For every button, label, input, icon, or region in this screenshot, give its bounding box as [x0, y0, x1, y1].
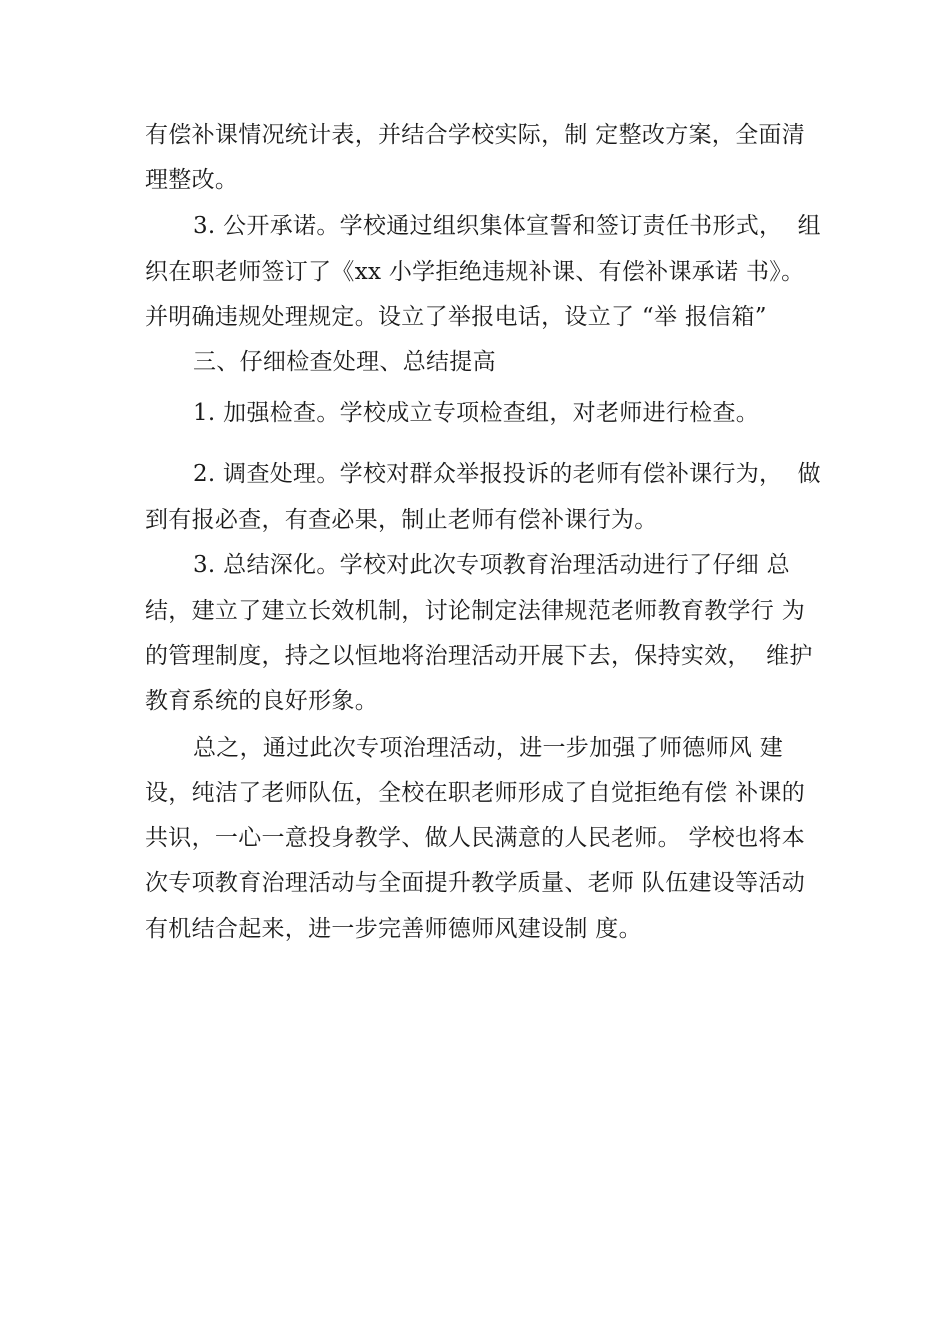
text-line: 共识，一心一意投身教学、做人民满意的人民老师。 学校也将本 [145, 825, 806, 851]
text-line: 次专项教育治理活动与全面提升教学质量、老师 队伍建设等活动 [145, 870, 806, 896]
text-line: 并明确违规处理规定。设立了举报电话，设立了 “举 报信箱” [145, 304, 767, 330]
text-line: 织在职老师签订了《xx 小学拒绝违规补课、有偿补课承诺 书》。 [145, 259, 805, 285]
text-line: 的管理制度，持之以恒地将治理活动开展下去，保持实效， 维护 [145, 643, 813, 669]
text-line: 3. 总结深化。学校对此次专项教育治理活动进行了仔细 总 [193, 552, 790, 578]
text-line: 到有报必查，有查必果，制止老师有偿补课行为。 [145, 507, 658, 533]
text-line: 3. 公开承诺。学校通过组织集体宣誓和签订责任书形式， 组 [193, 213, 821, 239]
text-line: 1. 加强检查。学校成立专项检查组，对老师进行检查。 [193, 400, 760, 426]
text-line: 教育系统的良好形象。 [145, 688, 378, 714]
text-line: 设，纯洁了老师队伍，全校在职老师形成了自觉拒绝有偿 补课的 [145, 780, 806, 806]
text-line: 有机结合起来，进一步完善师德师风建设制 度。 [145, 916, 642, 942]
text-line: 有偿补课情况统计表，并结合学校实际，制 定整改方案，全面清 [145, 122, 806, 148]
text-line: 结，建立了建立长效机制，讨论制定法律规范老师教育教学行 为 [145, 598, 806, 624]
text-line: 2. 调查处理。学校对群众举报投诉的老师有偿补课行为， 做 [193, 461, 821, 487]
text-line: 总之，通过此次专项治理活动，进一步加强了师德师风 建 [193, 735, 784, 761]
section-heading: 三、仔细检查处理、总结提高 [193, 349, 496, 375]
text-line: 理整改。 [145, 167, 239, 193]
